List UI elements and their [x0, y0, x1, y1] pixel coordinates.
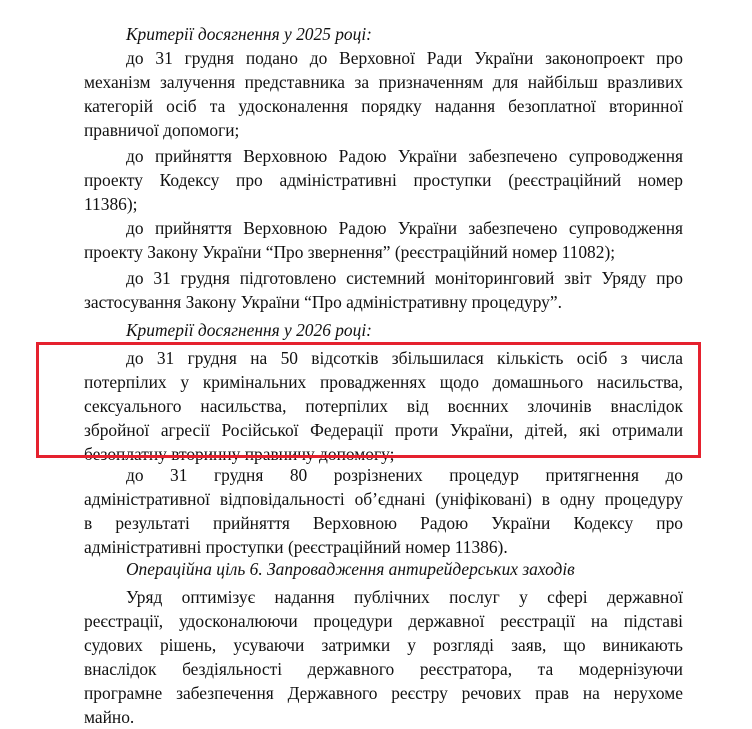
paragraph-registration — [84, 585, 683, 729]
text-line: потерпілих у кримінальних провадженнях щодо домашнього насильства, — [84, 372, 683, 392]
paragraph-appeals-law — [84, 216, 683, 264]
highlight-box — [36, 342, 701, 458]
criteria-2025-heading: Критерії досягнення у 2025 році: — [126, 24, 372, 44]
text-line: правничої допомоги; — [84, 120, 240, 140]
paragraph-monitoring-report — [84, 266, 683, 314]
text-line: програмне забезпечення Державного реєстру речових прав на нерухоме — [84, 683, 683, 703]
text-line: майно. — [84, 707, 135, 727]
text-line: в результаті прийняття Верховною Радою України Кодексу про — [84, 513, 683, 533]
text-line: безоплатну вторинну правничу допомогу; — [84, 444, 395, 464]
text-line: до 31 грудня подано до Верховної Ради України законопроект про — [126, 48, 683, 68]
text-line: Уряд оптимізує надання публічних послуг у сфері державної — [126, 587, 683, 607]
paragraph-unified-procedure — [84, 463, 683, 559]
text-line: до 31 грудня на 50 відсотків збільшилася кількість осіб з числа — [126, 348, 683, 368]
text-line: адміністративної відповідальності об’єднані (уніфіковані) в одну процедуру — [84, 489, 683, 509]
text-line: проекту Кодексу про адміністративні проступки (реєстраційний номер — [84, 170, 683, 190]
text-line: до 31 грудня 80 розрізнених процедур притягнення до — [126, 465, 683, 485]
text-line: судових рішень, усуваючи затримки у розгляді заяв, що виникають — [84, 635, 683, 655]
paragraph-code-support — [84, 144, 683, 216]
text-line: 11386); — [84, 194, 138, 214]
text-line: адміністративні проступки (реєстраційний номер 11386). — [84, 537, 508, 557]
text-line: категорій осіб та удосконалення порядку надання безоплатної вторинної — [84, 96, 683, 116]
paragraph-bill-representative — [84, 46, 683, 142]
text-line: до прийняття Верховною Радою України забезпечено супроводження — [126, 218, 683, 238]
text-line: внаслідок бездіяльності державного реєстратора, та модернізуючи — [84, 659, 683, 679]
operational-goal-6-heading: Операційна ціль 6. Запровадження антирейдерських заходів — [126, 559, 575, 579]
text-line: до 31 грудня підготовлено системний моніторинговий звіт Уряду про — [126, 268, 683, 288]
text-line: реєстрації, удосконалюючи процедури державної реєстрації на підставі — [84, 611, 683, 631]
text-line: збройної агресії Російської Федерації проти України, дітей, які отримали — [84, 420, 683, 440]
text-line: проекту Закону України “Про звернення” (реєстраційний номер 11082); — [84, 242, 616, 262]
text-line: до прийняття Верховною Радою України забезпечено супроводження — [126, 146, 683, 166]
text-line: механізм залучення представника за призначенням для найбільш вразливих — [84, 72, 683, 92]
text-line: застосування Закону України “Про адміністративну процедуру”. — [84, 292, 562, 312]
text-line: сексуального насильства, потерпілих від воєнних злочинів внаслідок — [84, 396, 683, 416]
criteria-2026-heading: Критерії досягнення у 2026 році: — [126, 320, 372, 340]
